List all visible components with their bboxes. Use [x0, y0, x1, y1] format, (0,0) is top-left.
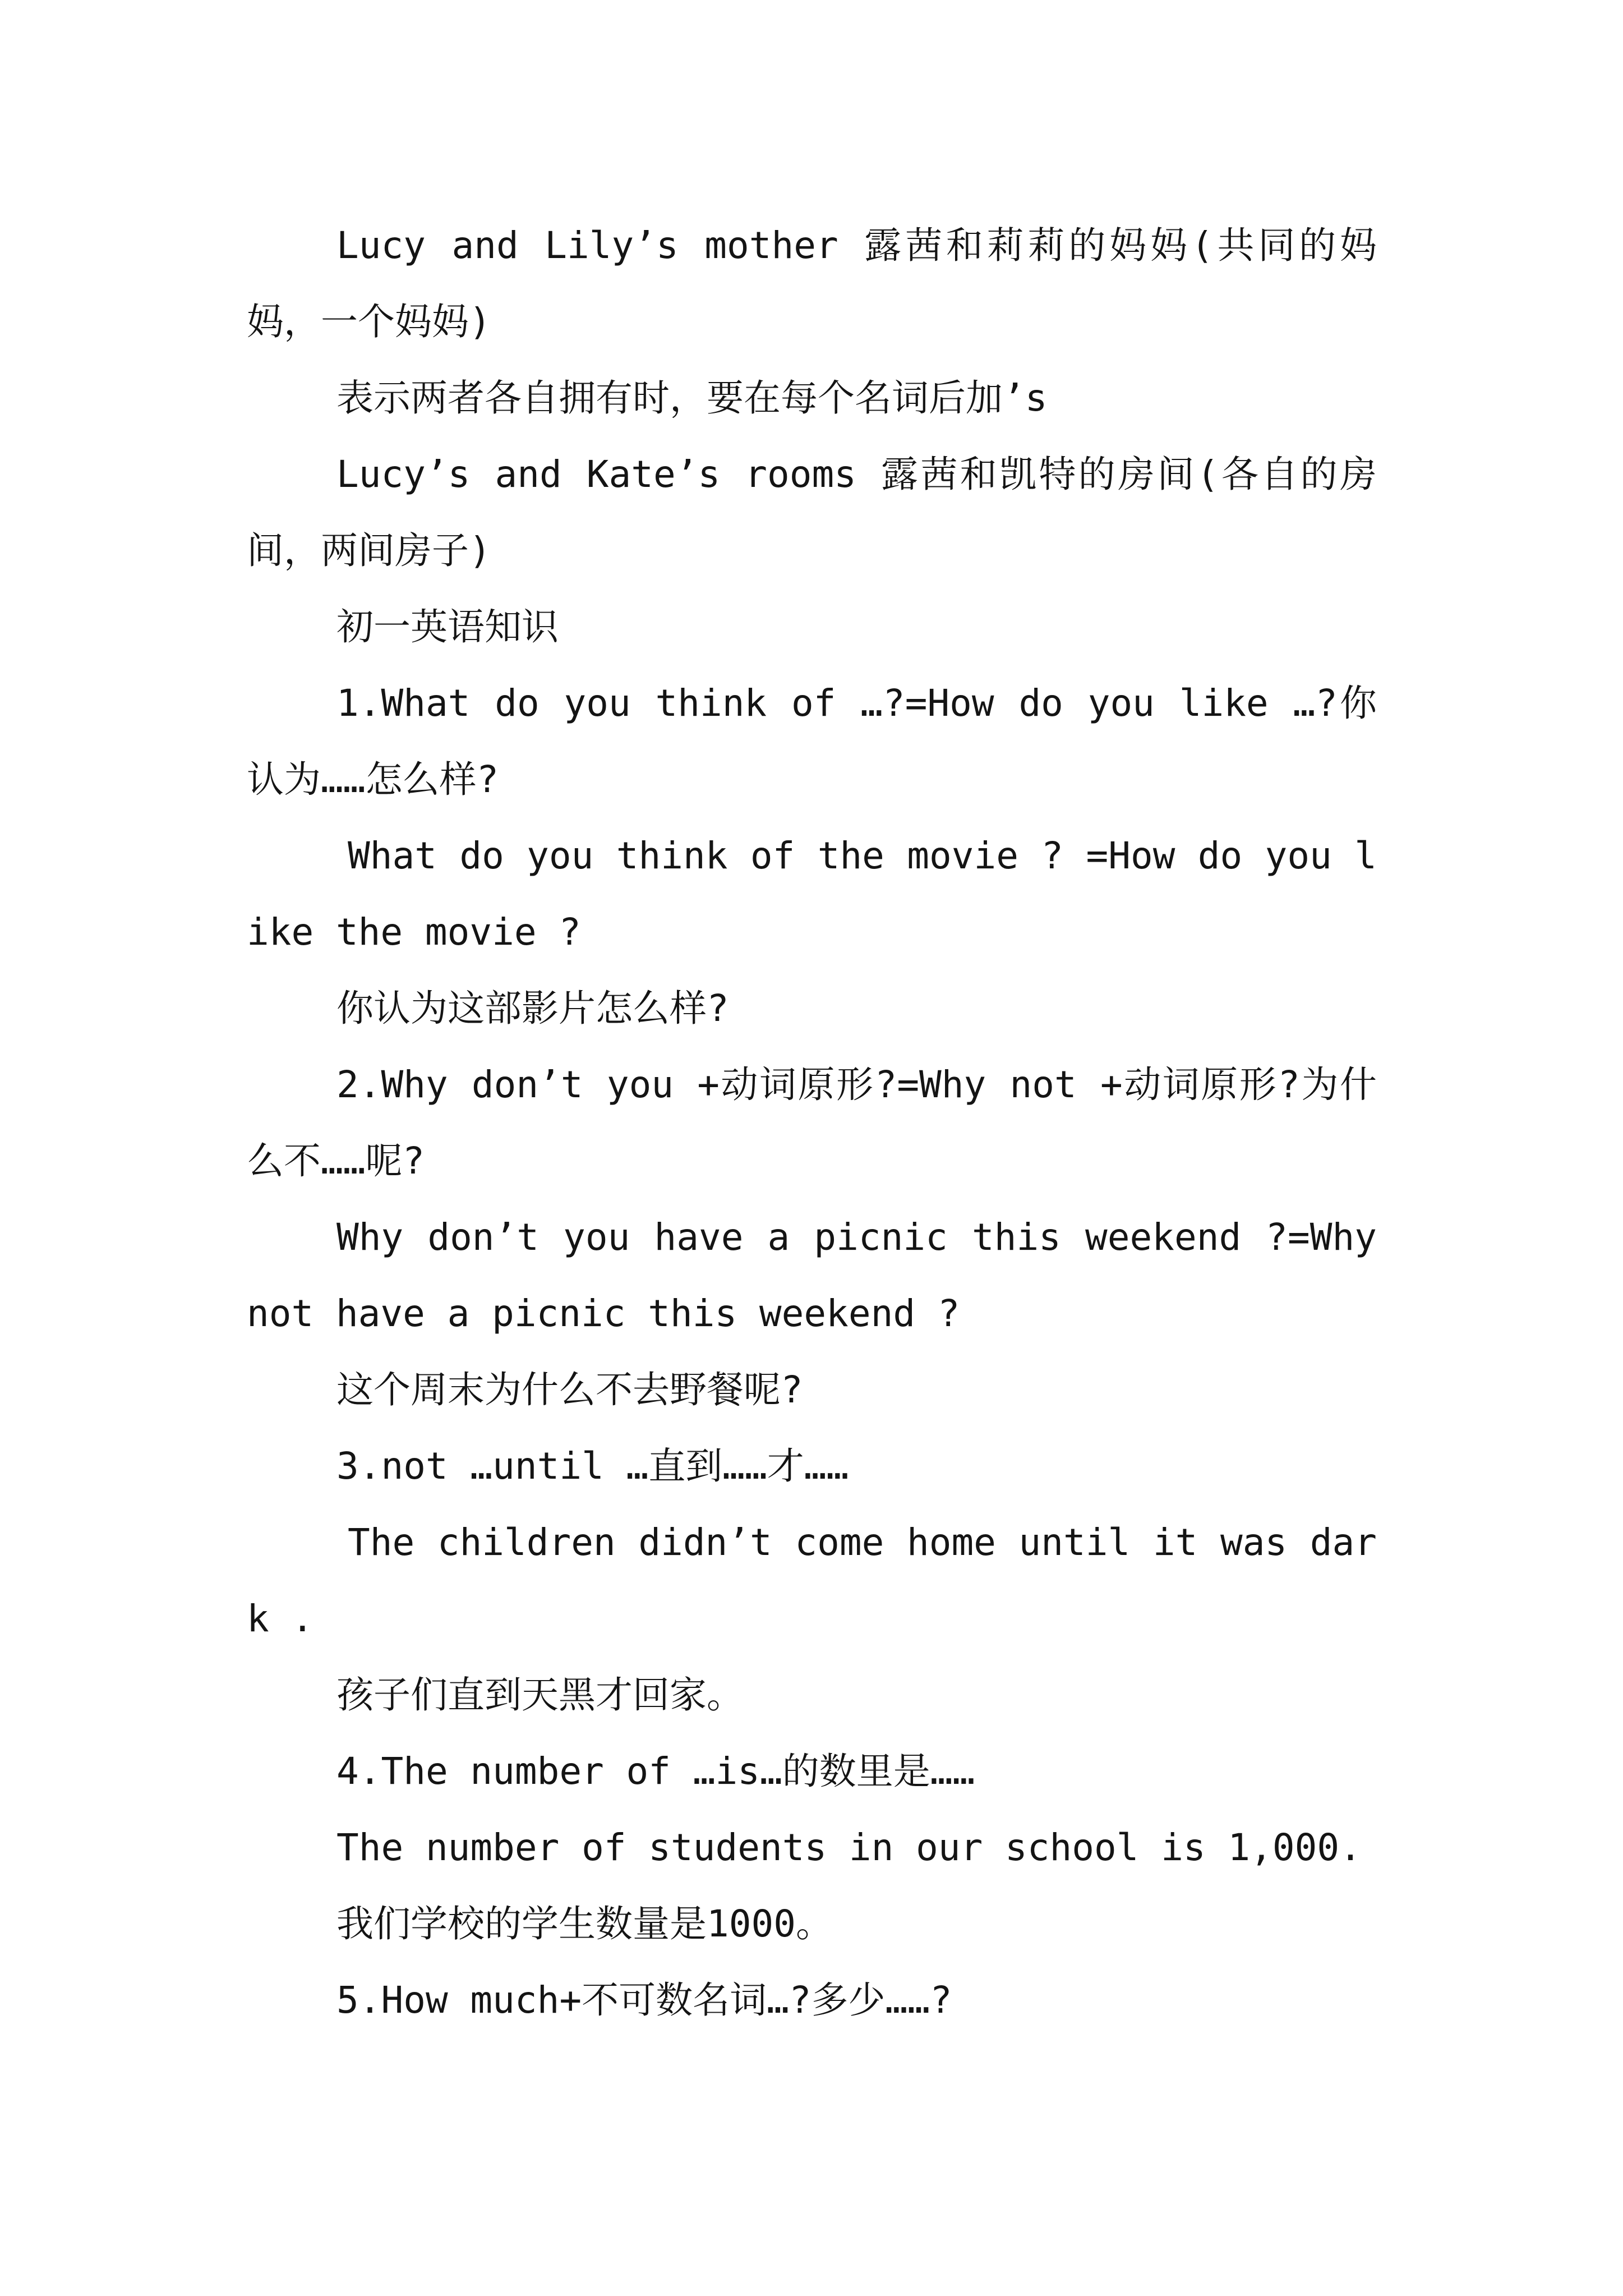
paragraph-point-1-example: What do you think of the movie ? =How do you like the movie ? [247, 834, 1377, 954]
paragraph-point-4-example: The number of students in our school is 1,000. [336, 1826, 1362, 1869]
paragraph-point-2: 2.Why don’t you +动词原形?=Why not +动词原形?为什么不……呢? [247, 1063, 1377, 1182]
paragraph-point-5: 5.How much+不可数名词…?多少……? [336, 1978, 952, 2022]
paragraph-point-3-example: The children didn’t come home until it was dark . [247, 1521, 1377, 1640]
section-heading: 初一英语知识 [336, 605, 559, 648]
paragraph-possessive-separate: Lucy’s and Kate’s rooms 露茜和凯特的房间(各自的房间，两间房子) [247, 453, 1377, 572]
document-body [247, 208, 1377, 2039]
paragraph-possessive-shared: Lucy and Lily’s mother 露茜和莉莉的妈妈(共同的妈妈，一个妈妈) [247, 224, 1377, 343]
paragraph-point-3-translation: 孩子们直到天黑才回家。 [336, 1673, 744, 1717]
paragraph-point-1: 1.What do you think of …?=How do you like …?你认为……怎么样? [247, 682, 1377, 801]
paragraph-point-2-example: Why don’t you have a picnic this weekend ?=Why not have a picnic this weekend ? [247, 1216, 1377, 1335]
paragraph-point-1-translation: 你认为这部影片怎么样? [336, 987, 729, 1030]
paragraph-possessive-rule: 表示两者各自拥有时，要在每个名词后加’s [336, 376, 1048, 420]
paragraph-point-4-translation: 我们学校的学生数量是1000。 [336, 1902, 833, 1945]
paragraph-point-2-translation: 这个周末为什么不去野餐呢? [336, 1368, 803, 1411]
paragraph-point-4: 4.The number of …is…的数里是…… [336, 1750, 975, 1793]
paragraph-point-3: 3.not …until …直到……才…… [336, 1444, 849, 1488]
